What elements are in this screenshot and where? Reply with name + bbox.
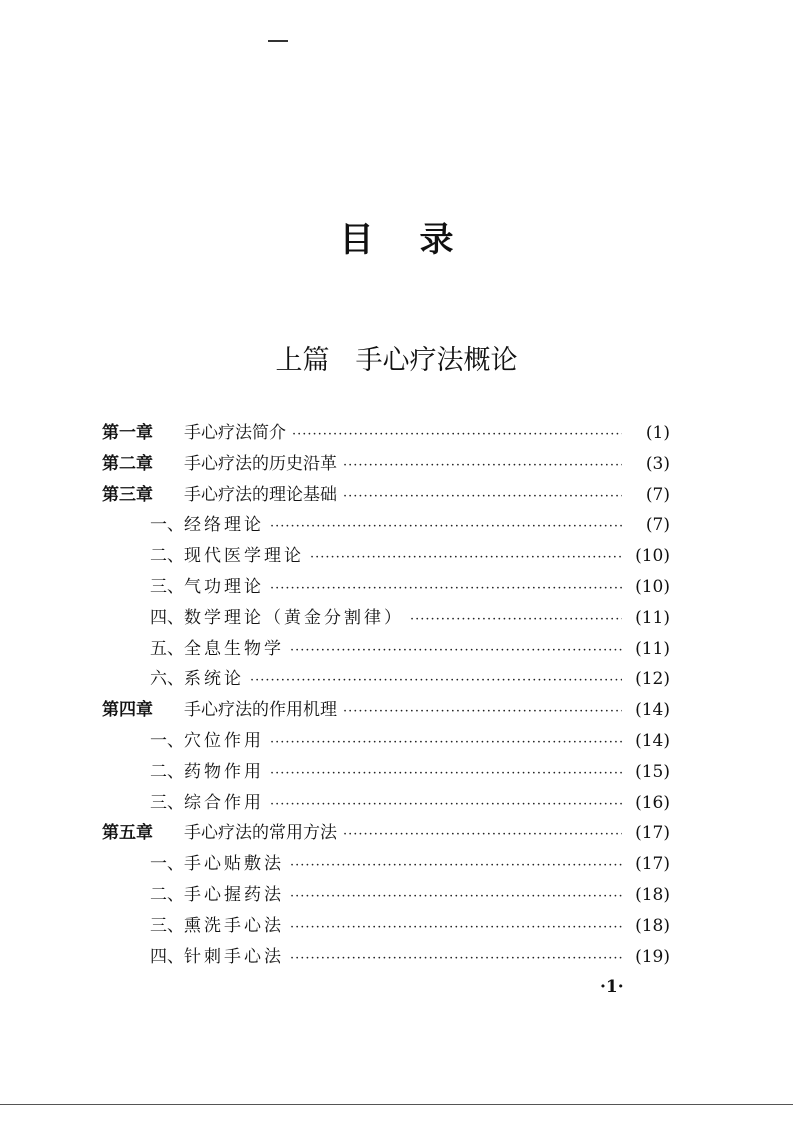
toc-entry[interactable] — [102, 818, 670, 849]
toc-entry-title: 手心疗法的历史沿革 — [184, 453, 337, 474]
toc-entry-title: 手心贴敷法 — [184, 854, 284, 875]
table-of-contents — [102, 418, 670, 972]
toc-entry[interactable] — [102, 418, 670, 449]
toc-entry[interactable] — [102, 634, 670, 665]
toc-section-label: 三、 — [150, 576, 184, 597]
toc-page-number: (11) — [635, 607, 670, 628]
toc-entry[interactable] — [102, 541, 670, 572]
toc-page-number: (18) — [635, 915, 670, 936]
toc-page-number: (15) — [635, 761, 670, 782]
toc-page-number: (14) — [635, 700, 670, 721]
leader-dots — [343, 704, 622, 719]
toc-entry[interactable] — [102, 510, 670, 541]
toc-entry[interactable] — [102, 449, 670, 480]
page-edge-rule — [0, 1104, 793, 1105]
toc-section-label: 五、 — [150, 638, 184, 659]
toc-entry-title: 穴位作用 — [184, 730, 264, 751]
toc-chapter-label: 第五章 — [102, 823, 153, 844]
toc-section-label: 二、 — [150, 884, 184, 905]
part-title — [0, 338, 793, 377]
toc-entry[interactable] — [102, 726, 670, 757]
toc-section-label: 二、 — [150, 761, 184, 782]
toc-entry[interactable] — [102, 480, 670, 511]
toc-entry[interactable] — [102, 911, 670, 942]
toc-page-number: (10) — [635, 576, 670, 597]
toc-section-label: 三、 — [150, 915, 184, 936]
toc-section-label: 一、 — [150, 854, 184, 875]
page-title: 目录 — [339, 220, 500, 260]
leader-dots — [250, 673, 622, 688]
toc-entry-title: 气功理论 — [184, 576, 264, 597]
toc-section-label: 一、 — [150, 730, 184, 751]
toc-entry-title: 手心疗法简介 — [184, 423, 286, 443]
toc-page-number: (18) — [635, 884, 670, 905]
toc-entry[interactable] — [102, 695, 670, 726]
toc-entry-title: 系统论 — [184, 669, 244, 690]
leader-dots — [343, 458, 622, 473]
toc-page-number: (17) — [635, 854, 670, 875]
toc-page-number: (14) — [635, 730, 670, 751]
toc-section-label: 一、 — [150, 515, 184, 536]
toc-page-number: (3) — [645, 453, 670, 474]
toc-page-number: (7) — [645, 515, 670, 536]
leader-dots — [343, 489, 622, 504]
toc-entry[interactable] — [102, 849, 670, 880]
toc-entry[interactable] — [102, 880, 670, 911]
leader-dots — [410, 612, 622, 627]
toc-entry-title: 熏洗手心法 — [184, 915, 284, 936]
toc-chapter-label: 第一章 — [102, 423, 153, 443]
leader-dots — [292, 427, 622, 442]
leader-dots — [270, 735, 622, 750]
toc-entry-title: 全息生物学 — [184, 638, 284, 659]
toc-page-number: (12) — [635, 669, 670, 690]
toc-entry[interactable] — [102, 788, 670, 819]
toc-page-number: (19) — [635, 946, 670, 967]
toc-entry-title: 药物作用 — [184, 761, 264, 782]
toc-section-label: 四、 — [150, 946, 184, 967]
leader-dots — [270, 519, 622, 534]
toc-entry-title: 手心握药法 — [184, 884, 284, 905]
leader-dots — [290, 858, 622, 873]
toc-entry[interactable] — [102, 942, 670, 973]
leader-dots — [270, 581, 622, 596]
toc-entry-title: 针刺手心法 — [184, 946, 284, 967]
toc-page-number: (11) — [635, 638, 670, 659]
toc-section-label: 六、 — [150, 669, 184, 690]
toc-entry[interactable] — [102, 757, 670, 788]
leader-dots — [310, 550, 622, 565]
part-label: 上篇 — [275, 345, 330, 376]
leader-dots — [290, 643, 622, 658]
leader-dots — [290, 951, 622, 966]
toc-section-label: 三、 — [150, 792, 184, 813]
toc-entry-title: 综合作用 — [184, 792, 264, 813]
toc-entry-title: 手心疗法的理论基础 — [184, 484, 337, 505]
toc-section-label: 四、 — [150, 607, 184, 628]
toc-chapter-label: 第二章 — [102, 453, 153, 474]
leader-dots — [290, 889, 622, 904]
leader-dots — [270, 797, 622, 812]
leader-dots — [343, 827, 622, 842]
toc-page-number: (1) — [645, 423, 670, 443]
toc-entry-title: 数学理论（黄金分割律） — [184, 607, 404, 628]
toc-entry-title: 经络理论 — [184, 515, 264, 536]
toc-entry[interactable] — [102, 572, 670, 603]
toc-page-number: (16) — [635, 792, 670, 813]
toc-entry[interactable] — [102, 603, 670, 634]
leader-dots — [290, 920, 622, 935]
toc-entry-title: 现代医学理论 — [184, 546, 304, 567]
toc-page-number: (7) — [645, 484, 670, 505]
toc-chapter-label: 第四章 — [102, 700, 153, 721]
part-name: 手心疗法概论 — [355, 345, 518, 376]
toc-page-number: (17) — [635, 823, 670, 844]
toc-entry-title: 手心疗法的作用机理 — [184, 700, 337, 721]
toc-entry-title: 手心疗法的常用方法 — [184, 823, 337, 844]
page-number-footer: ·1· — [600, 977, 624, 997]
scan-mark — [268, 40, 288, 42]
toc-entry[interactable] — [102, 664, 670, 695]
toc-section-label: 二、 — [150, 546, 184, 567]
toc-page-number: (10) — [635, 546, 670, 567]
leader-dots — [270, 766, 622, 781]
toc-chapter-label: 第三章 — [102, 484, 153, 505]
